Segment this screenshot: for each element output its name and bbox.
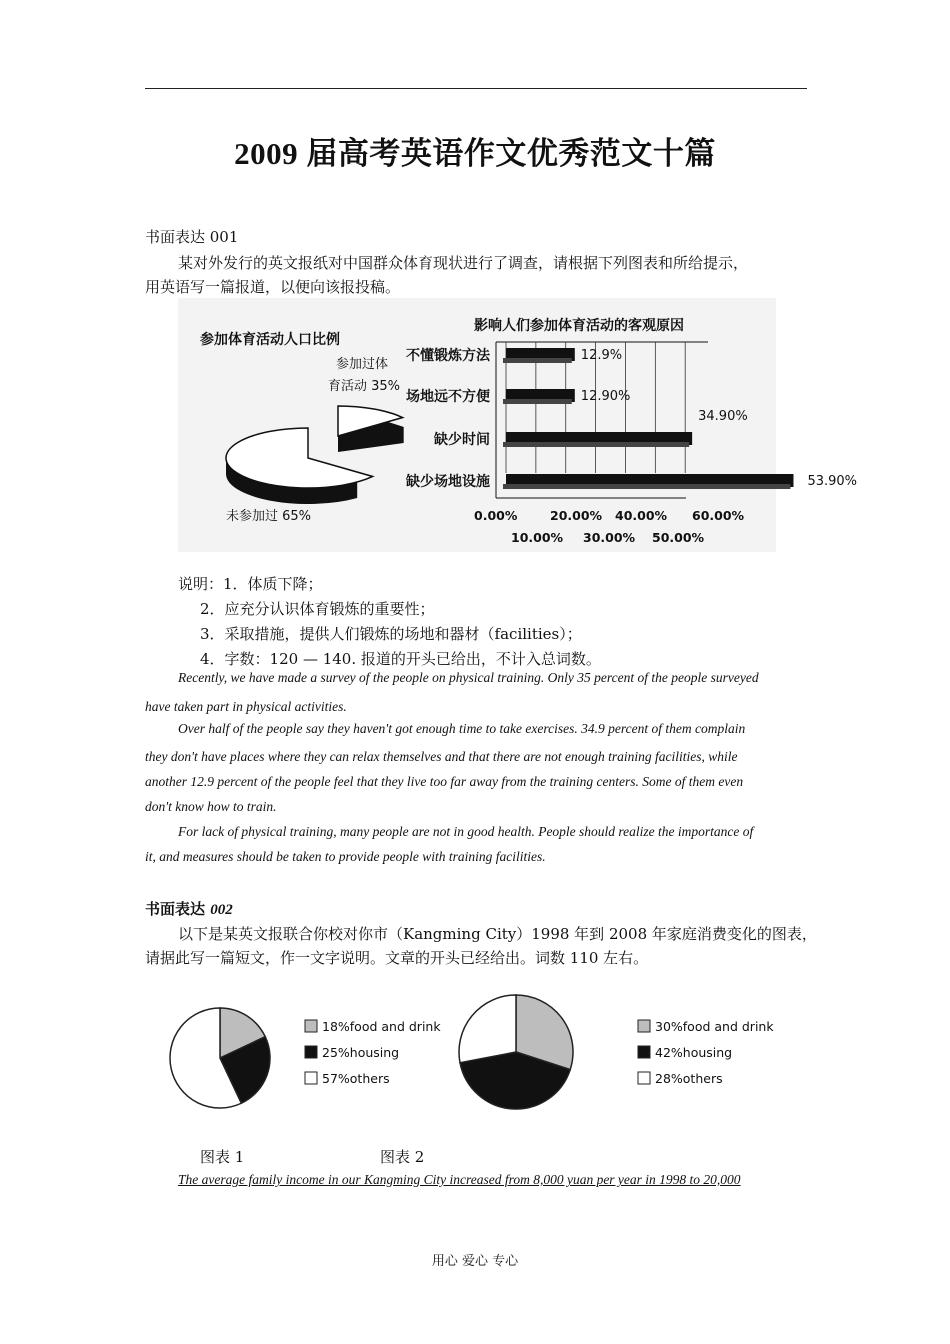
section-heading-002 — [145, 897, 233, 922]
pie-slice — [459, 995, 516, 1063]
bar-3d-side — [503, 399, 572, 404]
essay-line: have taken part in physical activities. — [145, 699, 347, 714]
essay-line: For lack of physical training, many people are not in good health. People should realize the importance of — [178, 824, 754, 839]
legend-label: 28%others — [655, 1071, 723, 1086]
essay-opening: The average family income in our Kangming City increased from 8,000 yuan per year in 1998 to 20,000 — [178, 1172, 741, 1187]
document-title: 2009 届高考英语作文优秀范文十篇 — [234, 136, 716, 171]
note-item: 3．采取措施，提供人们锻炼的场地和器材（facilities）； — [200, 625, 582, 643]
bar-category-label: 缺少场地设施 — [406, 474, 490, 490]
bar-tick-label: 0.00% — [474, 508, 518, 523]
bar-tick-label: 20.00% — [550, 508, 603, 523]
section-heading-label: 书面表达 — [145, 900, 211, 918]
chart-caption-1: 图表 1 — [200, 1148, 245, 1166]
bar-value-label: 53.90% — [807, 474, 858, 489]
header-rule — [145, 88, 807, 89]
essay-line: it, and measures should be taken to provide people with training facilities. — [145, 849, 546, 864]
bar-category-label: 不懂锻炼方法 — [406, 348, 490, 364]
legend-swatch — [305, 1046, 317, 1058]
legend-label: 25%housing — [322, 1045, 400, 1060]
bar-3d-side — [503, 358, 572, 363]
section-heading-number: 002 — [210, 902, 233, 918]
essay-line: Over half of the people say they haven't got enough time to take exercises. 34.9 percent of them complain — [178, 721, 746, 736]
legend-label: 30%food and drink — [655, 1019, 774, 1034]
legend-label: 18%food and drink — [322, 1019, 441, 1034]
prompt-line: 用英语写一篇报道，以便向该报投稿。 — [145, 278, 401, 296]
bar-value-label: 34.90% — [698, 409, 748, 424]
chart-caption-2: 图表 2 — [380, 1148, 425, 1166]
pie-title: 参加体育活动人口比例 — [200, 332, 340, 348]
bar-value-label: 12.90% — [580, 389, 631, 404]
pie-label-participated: 参加过体 — [336, 357, 389, 372]
pie-label-not-participated: 未参加过 65% — [226, 509, 312, 524]
bar-tick-label: 40.00% — [615, 508, 668, 523]
bar-tick-label: 10.00% — [511, 530, 564, 545]
legend-label: 57%others — [322, 1071, 390, 1086]
section-heading-001: 书面表达 001 — [145, 228, 239, 246]
bar-3d-side — [503, 484, 790, 489]
bar-value-label: 12.9% — [580, 348, 623, 363]
legend-swatch — [638, 1020, 650, 1032]
legend-swatch — [305, 1020, 317, 1032]
household-spending-figure — [160, 990, 800, 1120]
bar-3d-side — [503, 442, 689, 447]
legend-swatch — [305, 1072, 317, 1084]
page-footer: 用心 爱心 专心 — [431, 1254, 519, 1269]
essay-line: Recently, we have made a survey of the people on physical training. Only 35 percent of the people surveyed — [178, 670, 759, 685]
bar-chart-title: 影响人们参加体育活动的客观原因 — [474, 318, 684, 334]
bar-category-label: 场地远不方便 — [406, 389, 490, 405]
prompt-line: 请据此写一篇短文，作一文字说明。文章的开头已经给出。词数 110 左右。 — [145, 949, 649, 967]
essay-line: don't know how to train. — [145, 799, 277, 814]
legend-swatch — [638, 1046, 650, 1058]
prompt-line: 以下是某英文报联合你校对你市（Kangming City）1998 年到 2008 年家庭消费变化的图表， — [178, 925, 817, 943]
prompt-line: 某对外发行的英文报纸对中国群众体育现状进行了调查，请根据下列图表和所给提示， — [178, 254, 749, 272]
bar-category-label: 缺少时间 — [434, 432, 490, 448]
pie-label-participated: 育活动 35% — [328, 379, 401, 394]
legend-swatch — [638, 1072, 650, 1084]
bar-tick-label: 60.00% — [692, 508, 745, 523]
note-item: 说明：1．体质下降； — [178, 575, 323, 593]
note-item: 4．字数：120 — 140. 报道的开头已给出，不计入总词数。 — [200, 650, 601, 668]
essay-line: they don't have places where they can relax themselves and that there are not enough training facilities, while — [145, 749, 738, 764]
essay-line: another 12.9 percent of the people feel that they live too far away from the training centers. Some of them even — [145, 774, 744, 789]
bar-tick-label: 30.00% — [583, 530, 636, 545]
legend-label: 42%housing — [655, 1045, 733, 1060]
survey-figure — [178, 298, 858, 552]
note-item: 2．应充分认识体育锻炼的重要性； — [200, 600, 435, 618]
bar-tick-label: 50.00% — [652, 530, 705, 545]
